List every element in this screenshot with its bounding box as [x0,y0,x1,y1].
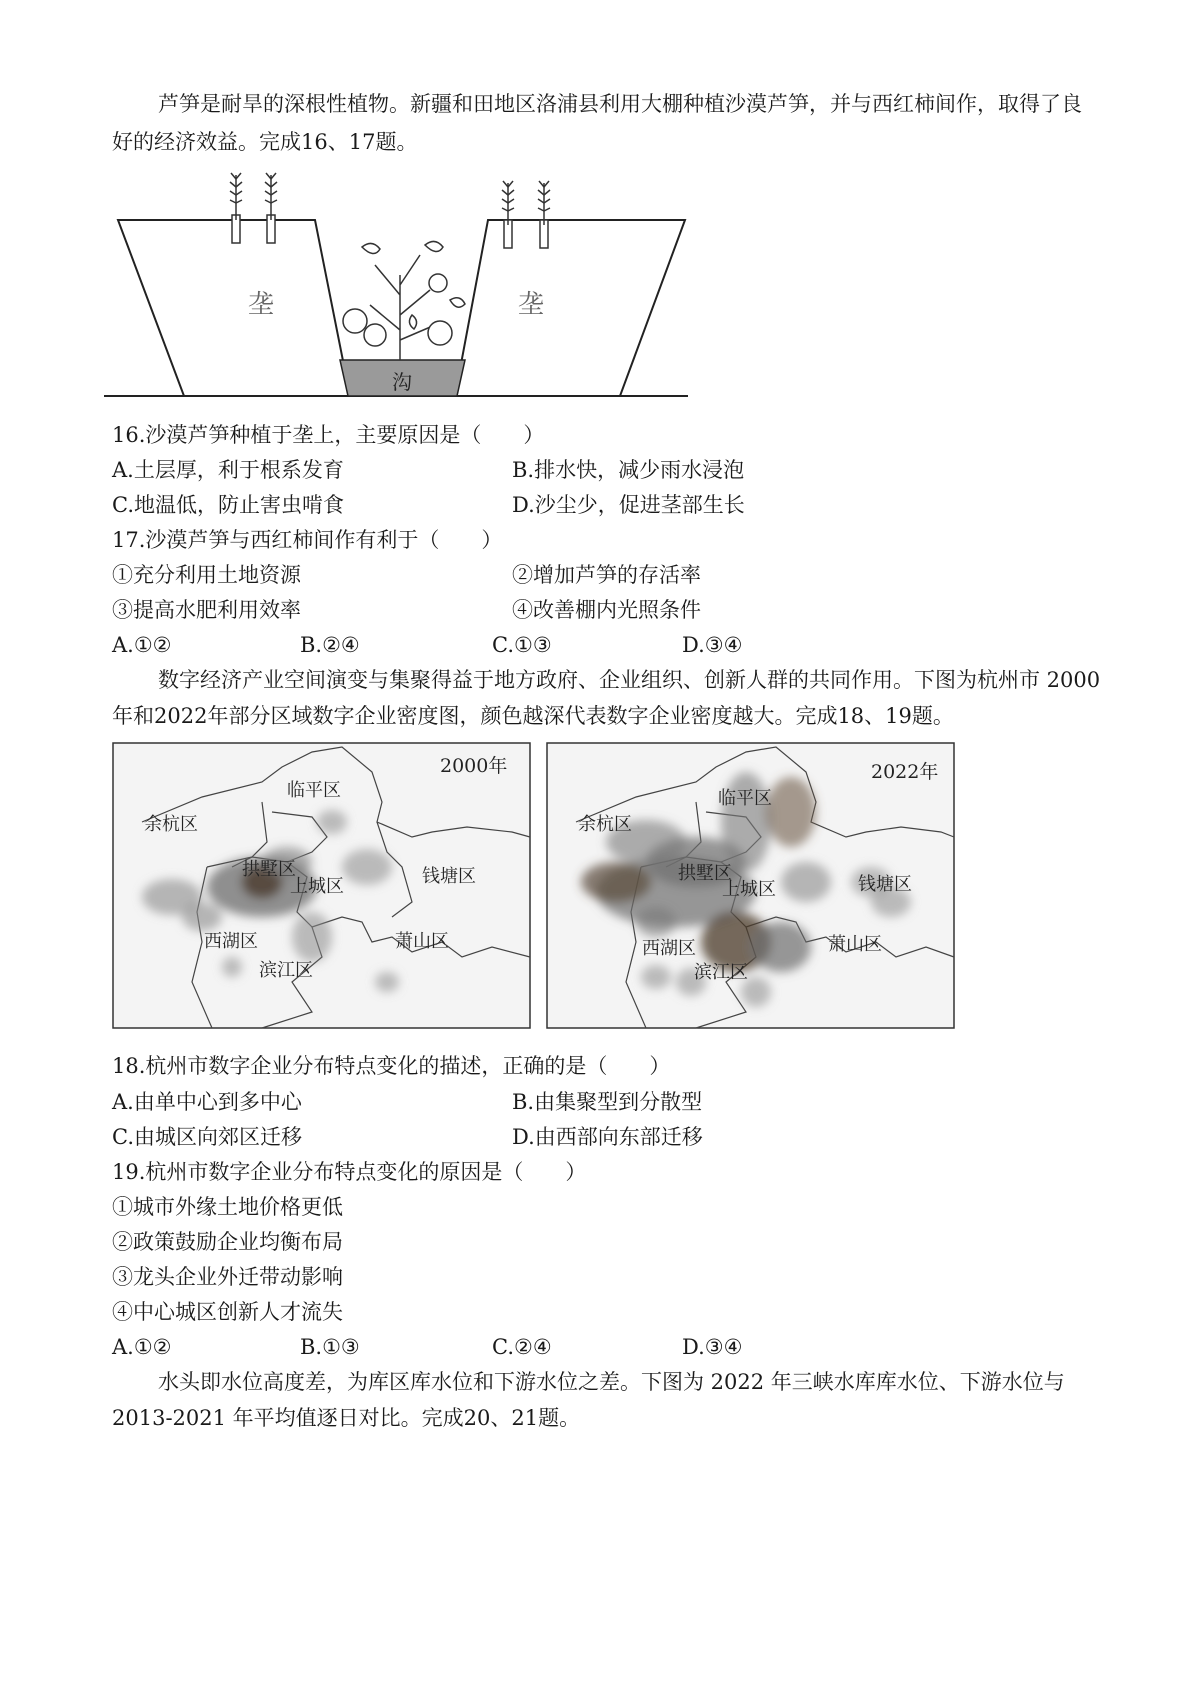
map-2000-shangcheng-label: 上城区 [290,876,344,897]
map-2022-year: 2022年 [871,761,939,783]
q18-option-d: D.由西部向东部迁移 [512,1125,703,1149]
q17-statement-4: ④改善棚内光照条件 [512,598,701,622]
map-2000-linping-label: 临平区 [287,780,341,801]
intro-paragraph-3-line-1: 水头即水位高度差，为库区库水位和下游水位之差。下图为 2022 年三峡水库库水位、下游水位与 [158,1370,1065,1394]
q17-option-c: C.①③ [492,633,552,657]
map-2000-binjiang-label: 滨江区 [259,960,313,981]
intro-paragraph-2-line-2: 年和2022年部分区域数字企业密度图，颜色越深代表数字企业密度越大。完成18、19题。 [112,704,954,728]
q16-option-a: A.土层厚，利于根系发育 [112,458,344,482]
q17-statement-1: ①充分利用土地资源 [112,563,301,587]
map-2022-xiaoshan-label: 萧山区 [828,934,882,955]
map-2022-binjiang-label: 滨江区 [694,962,748,983]
map-2022-yuhang-label: 余杭区 [578,814,632,835]
ditch-label: 沟 [392,370,412,394]
q18-option-c: C.由城区向郊区迁移 [112,1125,302,1149]
q16-option-b: B.排水快，减少雨水浸泡 [512,458,745,482]
map-2022-xihu-label: 西湖区 [642,938,696,959]
q18-stem: 18.杭州市数字企业分布特点变化的描述，正确的是（ ） [112,1054,671,1078]
map-2000-xiaoshan-label: 萧山区 [395,931,449,952]
q19-statement-4: ④中心城区创新人才流失 [112,1300,343,1324]
q17-stem: 17.沙漠芦笋与西红柿间作有利于（ ） [112,528,503,552]
q18-option-b: B.由集聚型到分散型 [512,1090,703,1114]
q19-statement-2: ②政策鼓励企业均衡布局 [112,1230,343,1254]
map-2000-year: 2000年 [440,755,508,777]
map-2022-linping-label: 临平区 [718,788,772,809]
map-2022-gongshu-label: 拱墅区 [678,863,732,884]
q17-option-d: D.③④ [682,633,743,657]
map-2000-gongshu-label: 拱墅区 [242,859,296,880]
q19-option-b: B.①③ [300,1335,360,1359]
q19-statement-3: ③龙头企业外迁带动影响 [112,1265,343,1289]
q16-option-c: C.地温低，防止害虫啃食 [112,493,344,517]
ridge-ditch-figure [100,165,700,405]
q17-statement-2: ②增加芦笋的存活率 [512,563,701,587]
map-2022-qiantang-label: 钱塘区 [858,874,912,895]
q19-option-a: A.①② [112,1335,172,1359]
map-2022-shangcheng-label: 上城区 [722,879,776,900]
q17-option-a: A.①② [112,633,172,657]
density-map-2022 [546,742,956,1030]
map-2000-yuhang-label: 余杭区 [144,814,198,835]
q18-option-a: A.由单中心到多中心 [112,1090,302,1114]
q19-option-d: D.③④ [682,1335,743,1359]
q19-option-c: C.②④ [492,1335,552,1359]
ridge-right-label: 垄 [518,290,545,320]
q17-statement-3: ③提高水肥利用效率 [112,598,301,622]
intro-paragraph-1-line-1: 芦笋是耐旱的深根性植物。新疆和田地区洛浦县利用大棚种植沙漠芦笋，并与西红柿间作，取得了良 [158,92,1082,116]
ridge-left-label: 垄 [248,290,275,320]
intro-paragraph-2-line-1: 数字经济产业空间演变与集聚得益于地方政府、企业组织、创新人群的共同作用。下图为杭州市 2000 [158,668,1101,692]
q19-statement-1: ①城市外缘土地价格更低 [112,1195,343,1219]
q16-stem: 16.沙漠芦笋种植于垄上，主要原因是（ ） [112,423,545,447]
map-2000-xihu-label: 西湖区 [204,931,258,952]
map-2000-qiantang-label: 钱塘区 [422,866,476,887]
q16-option-d: D.沙尘少，促进茎部生长 [512,493,745,517]
intro-paragraph-3-line-2: 2013-2021 年平均值逐日对比。完成20、21题。 [112,1406,581,1430]
q19-stem: 19.杭州市数字企业分布特点变化的原因是（ ） [112,1160,587,1184]
density-map-2000 [112,742,532,1030]
intro-paragraph-1-line-2: 好的经济效益。完成16、17题。 [112,130,418,154]
tomato-plant-icon [343,241,465,360]
q17-option-b: B.②④ [300,633,360,657]
